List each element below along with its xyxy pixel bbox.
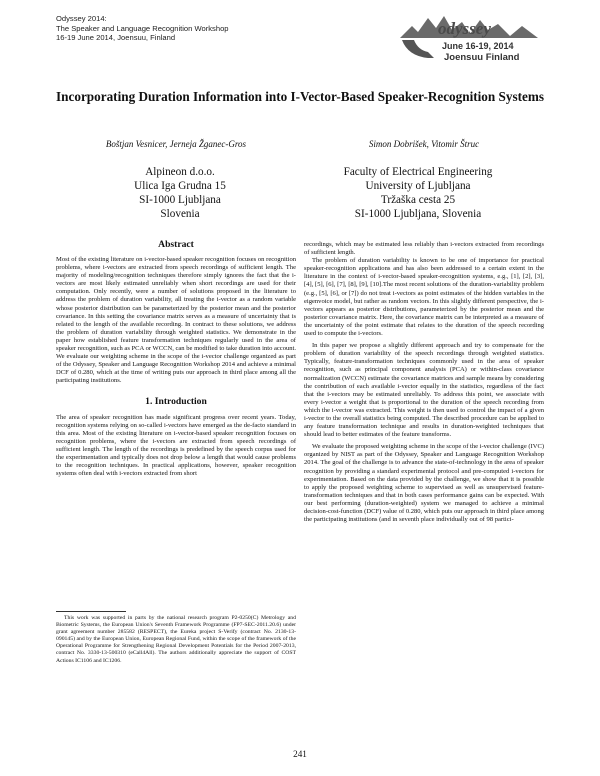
paper-title: Incorporating Duration Information into I-Vector-Based Speaker-Recognition Systems: [56, 89, 544, 104]
footnote: [56, 615, 296, 665]
affiliation-right-line: SI-1000 Ljubljana, Slovenia: [354, 208, 482, 220]
abstract-heading: Abstract: [158, 239, 194, 250]
affiliation-right: [318, 165, 518, 221]
affiliation-left: [100, 165, 260, 221]
affiliation-left-line: Ulica Iga Grudna 15: [134, 180, 226, 192]
header-line-1: Odyssey 2014:: [56, 14, 107, 23]
logo-city: Joensuu Finland: [444, 52, 520, 63]
affiliation-left-line: SI-1000 Ljubljana: [139, 194, 221, 206]
affiliation-right-line: Faculty of Electrical Engineering: [343, 166, 493, 178]
intro-text: The area of speaker recognition has made significant progress over recent years. Today, recognition systems relying on so-called i-vectors have emerged as the de-facto standard in this area. Most of the existing literature on i-vector-based speaker recognition focuses on recognition problems, where the i-vectors are extracted from speech recordings of sufficient length. The length of the recordings is predefined by the speech corpus used for the experimentation and typically does not drop below a length that would cause problems to the recognition techniques. In practical applications, however, speaker recognition systems often deal with i-vectors extracted from short: [56, 413, 296, 478]
affiliation-right-line: University of Ljubljana: [365, 180, 471, 192]
affiliation-left-line: Alpineon d.o.o.: [145, 166, 215, 178]
affiliation-right-line: Tržaška cesta 25: [380, 194, 456, 206]
odyssey-logo: [398, 8, 544, 64]
header-line-2: The Speaker and Language Recognition Workshop: [56, 23, 229, 33]
right-paragraph: recordings, which may be estimated less reliably than i-vectors extracted from recordings of sufficient length.: [304, 241, 544, 257]
abstract-text: Most of the existing literature on i-vector-based speaker recognition focuses on recognition problems, where i-vectors are extracted from speech recordings of sufficient length. The majority of modeling/recognition techniques therefore simply ignores the fact that the i-vectors are most likely estimated unreliably when short recordings are used for their computation. Only recently, were a number of solutions proposed in the literature to address the problem of duration variability, all treating the i-vector as a random variable whose posterior distribution can be parameterized by the posterior mean and the posterior covariance. In this setting the covariance matrix serves as a measure of uncertainty that is related to the length of the available recording. In contract to these solutions, we address the problem of duration variability through weighted statistics. We demonstrate in the paper how established feature transformation techniques regularly used in the area of speaker recognition, such as PCA or WCCN, can be modified to take duration into account. We evaluate our weighting scheme in the scope of the i-vector challenge organized as part of the Odyssey, Speaker and Language Recognition Workshop 2014 and achieve a minimal DCF of 0.280, which at the time of writing puts our approach in third place among all the participating institutions.: [56, 256, 296, 385]
authors-right: Simon Dobrišek, Vitomir Štruc: [368, 139, 480, 149]
logo-dates: June 16-19, 2014: [442, 41, 514, 51]
affiliation-left-line: Slovenia: [160, 208, 200, 220]
right-paragraph: The problem of duration variability is known to be one of importance for practical speaker-recognition applications and has also been addressed to a certain extent in the literature in the context of i-vector-based speaker-recognition systems, e.g., [1], [2], [3], [4], [5], [6], [7], [8], [9], [10].The most recent solutions of the duration-variability problem (e.g., [5], [6], or [7]) do not treat i-vectors as point estimates of the hidden variables in the eigenvoice model, but rather as random vectors. In this slightly different perspective, the i-vectors appears as posterior distributions, parameterized by the posterior mean and the posterior covariance matrix. Here, the covariance matrix can be interpreted as a measure of the uncertainty of the point estimate that relates to the duration of the speech recording used to compute the i-vectors.: [304, 257, 544, 338]
header-line-3: 16-19 June 2014, Joensuu, Finland: [56, 33, 176, 43]
conference-header: [56, 14, 229, 43]
svg-text:odyssey: odyssey: [438, 19, 491, 38]
footnote-rule: [56, 611, 126, 612]
right-paragraph: We evaluate the proposed weighting scheme in the scope of the i-vector challenge (IVC) organized by NIST as part of the Odyssey, Speaker and Language Recognition Workshop 2014. The goal of the challenge is to advance the state-of-technology in the area of speaker recognition by providing a standard experimental protocol and pre-computed i-vectors for experimentation. Based on the data provided by the challenge, we show that it is possible to apply the proposed weighting scheme to supervised as well as unsupervised feature-transformation techniques and that in both cases performance gains can be expected. With our best performing (duration-weighted) system we managed to achieve a minimal decision-cost-function (DCF) value of 0.280, which puts our approach in third place among the participating institutions (and in seventh place individually out of 98 partici-: [304, 443, 544, 524]
right-paragraph: In this paper we propose a slightly different approach and try to compensate for the problem of duration variability of the speech recordings through weighted statistics. Typically, feature-transformation techniques commonly used in the area of speaker recognition, such as principal component analysis (PCA) or within-class covariance normalization (WCCN) estimate the covariance matrices and sample means by considering the contribution of each available i-vector equally in the statistics, regardless of the fact that the i-vectors may be estimated unreliably. To address this point, we associate with every i-vector a weight that is proportional to the duration of the speech recording from which the i-vector was extracted. This weight is then used to control the impact of a given i-vector to the overall statistics being computed. The described procedure can be applied to any feature transformation technique and results in duration-weighted techniques that should lead to better estimates of the feature transforms.: [304, 342, 544, 439]
intro-heading: 1. Introduction: [145, 395, 207, 407]
right-column: [304, 241, 544, 524]
left-column: [56, 256, 296, 478]
page-number: 241: [293, 749, 307, 759]
authors-left: Boštjan Vesnicer, Jerneja Žganec-Gros: [105, 139, 247, 149]
footnote-text: This work was supported in parts by the national research program P2-0250(C) Metrology and Biometric Systems, the European Union's Seventh Framework Programme (FP7-SEC-2011.20.6) under grant agreement number 285582 (RESPECT), the Eureka project S-Verify (contract No. 2130-13-090145) and by the European Union, European Regional Fund, within the scope of the framework of the Operational Programme for Strengthening Regional Development Potentials for the Period 2007-2013, contract No. 3330-13-500310 (eCall4All). The authors additionally appreciate the support of COST Actions IC1106 and IC1206.: [56, 615, 296, 664]
